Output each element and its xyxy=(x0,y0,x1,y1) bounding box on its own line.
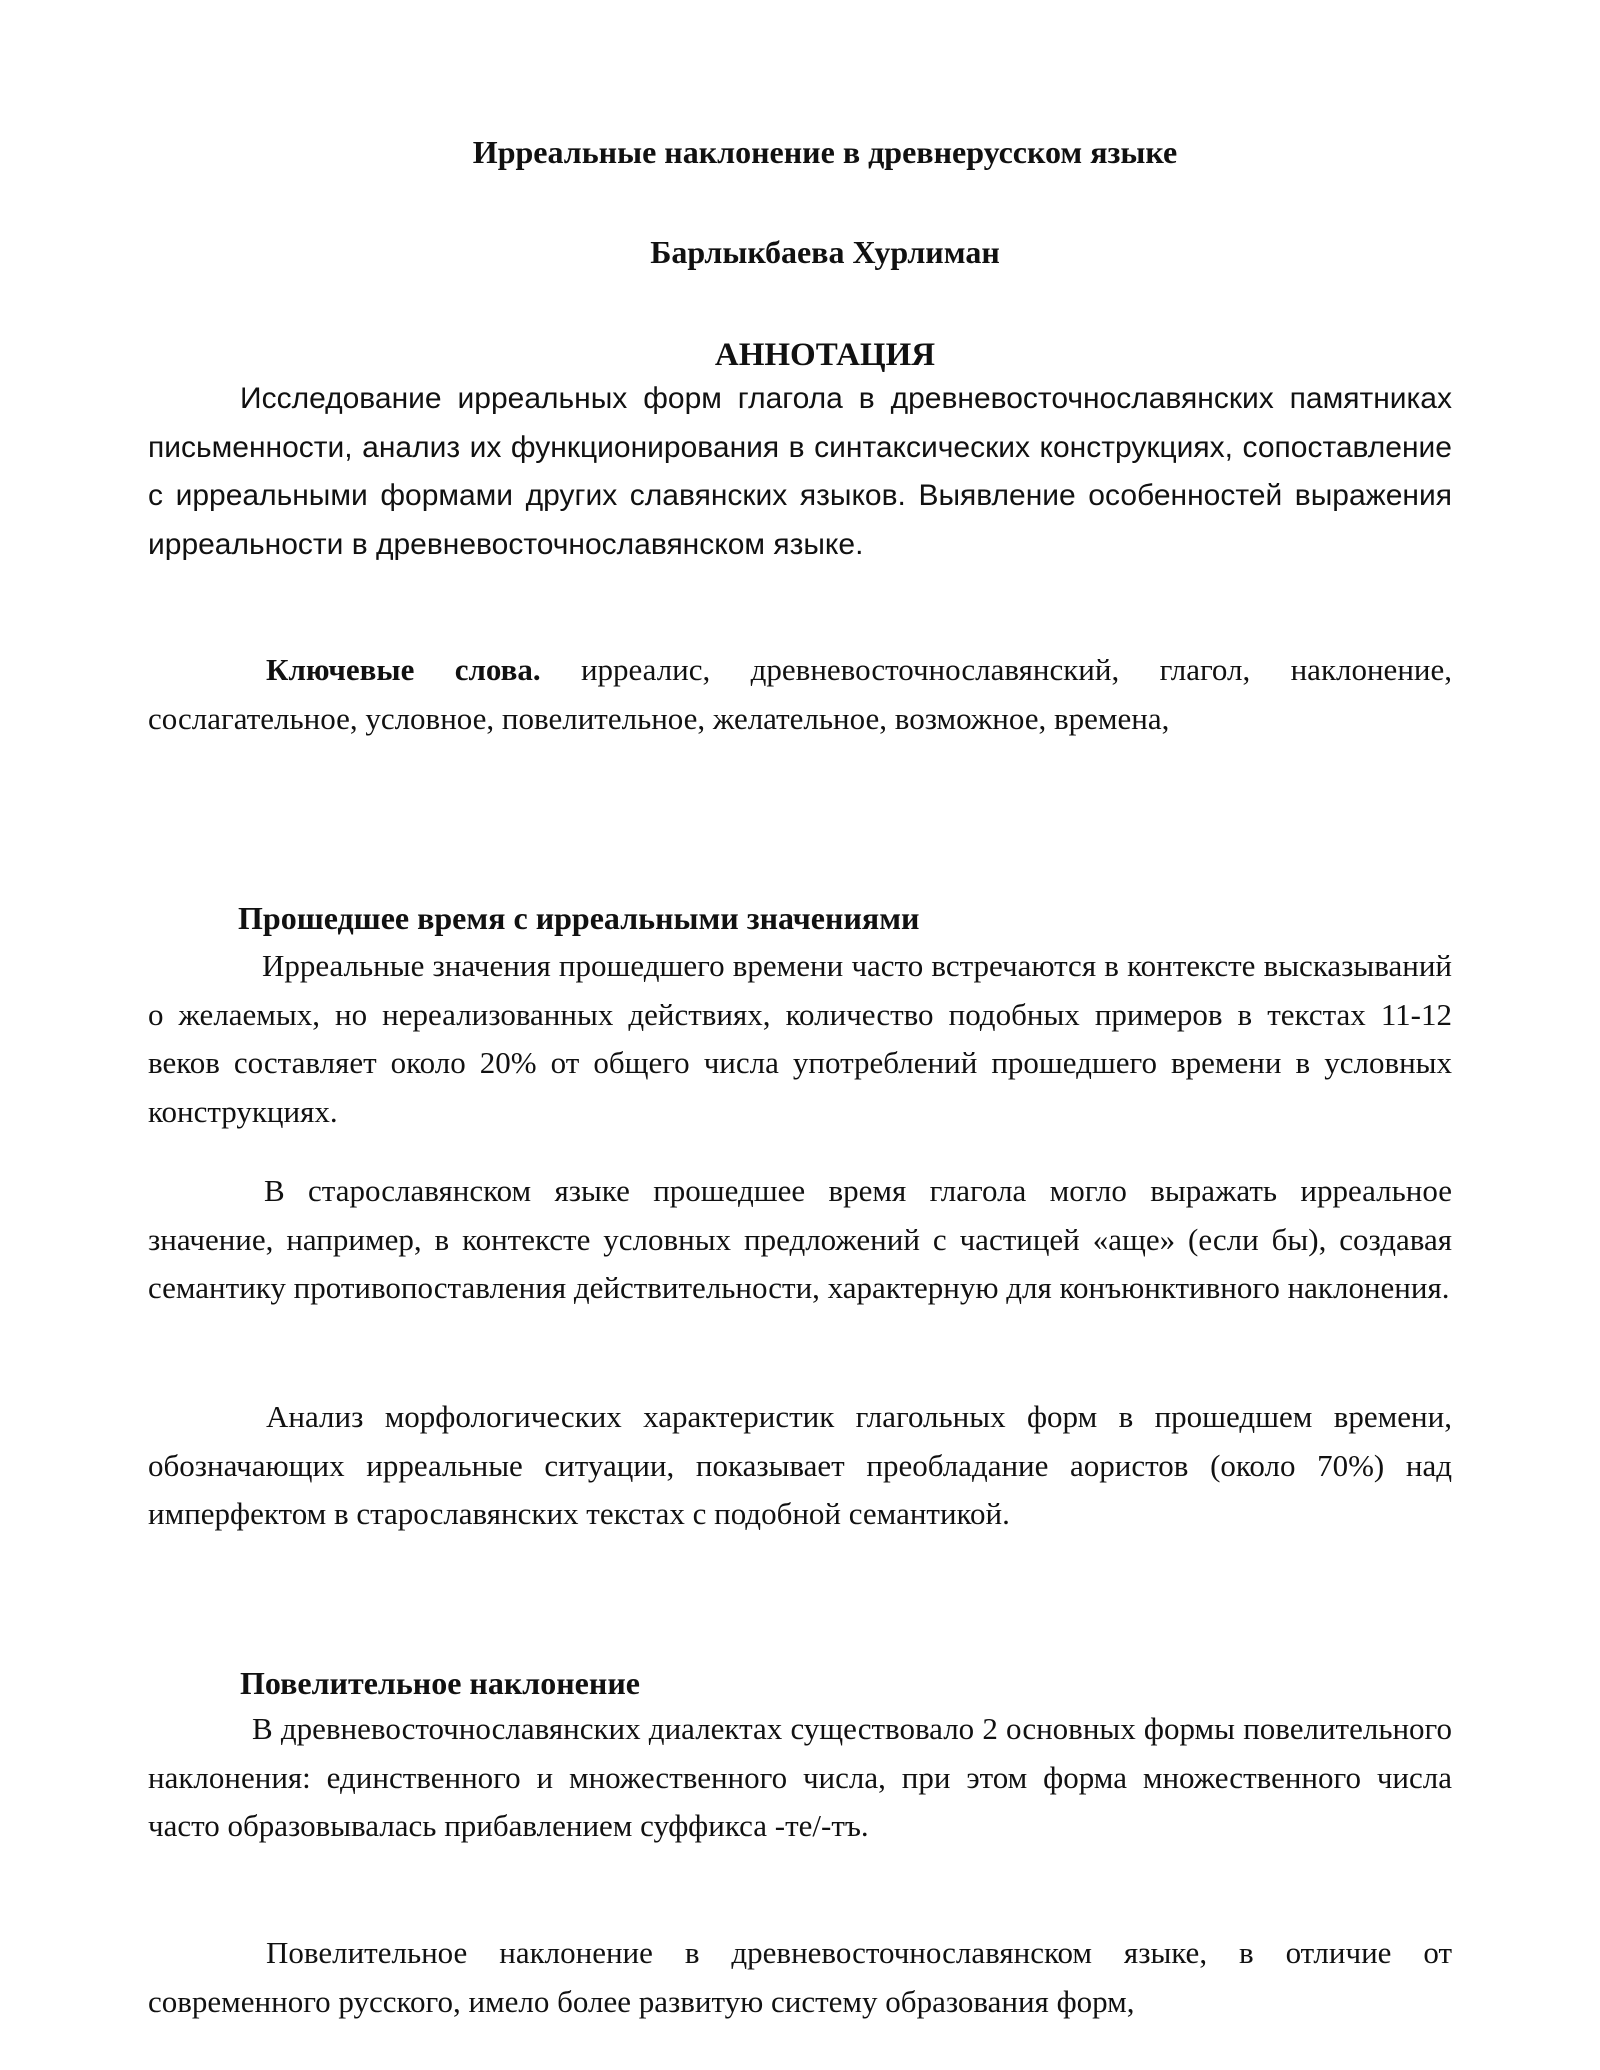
keywords-label: Ключевые слова. xyxy=(266,652,541,687)
imperative-paragraph-2: Повелительное наклонение в древневосточнославянском языке, в отличие от современного русского, имело более развитую систему образования форм, xyxy=(148,1935,1452,2019)
section-heading-imperative: Повелительное наклонение xyxy=(240,1665,640,1701)
annotation-heading: АННОТАЦИЯ xyxy=(714,337,936,373)
annotation-text: Исследование ирреальных форм глагола в древневосточнославянских памятниках письменности, анализ их функционирования в синтаксических конструкциях, сопоставление с ирреальными формами других славянских языков. Выявление особенностей выражения ирреальности в древневосточнославянском языке. xyxy=(148,382,1452,561)
past-tense-paragraph-2: В старославянском языке прошедшее время глагола могло выражать ирреальное значение, например, в контексте условных предложений с частицей «аще» (если бы), создавая семантику противопоставления действительности, характерную для конъюнктивного наклонения. xyxy=(148,1173,1452,1305)
past-tense-paragraph-1: Ирреальные значения прошедшего времени часто встречаются в контексте высказываний о желаемых, но нереализованных действиях, количество подобных примеров в текстах 11-12 веков составляет около 20% от общего числа употреблений прошедшего времени в условных конструкциях. xyxy=(148,948,1452,1129)
document-title: Ирреальные наклонение в древнерусском языке xyxy=(472,134,1178,170)
author-name: Барлыкбаева Хурлиман xyxy=(650,234,1000,270)
keywords-paragraph xyxy=(148,646,1452,743)
imperative-paragraph-1: В древневосточнославянских диалектах существовало 2 основных формы повелительного наклонения: единственного и множественного числа, при этом форма множественного числа часто образовывалась прибавлением суффикса -те/-тъ. xyxy=(148,1711,1452,1843)
keywords-text: ирреалис, древневосточнославянский, глагол, наклонение, сослагательное, условное, повелительное, желательное, возможное, времена, xyxy=(148,652,1453,736)
section-heading-past-tense: Прошедшее время с ирреальными значениями xyxy=(238,900,920,936)
past-tense-paragraph-3: Анализ морфологических характеристик глагольных форм в прошедшем времени, обозначающих ирреальные ситуации, показывает преобладание аористов (около 70%) над имперфектом в старославянских текстах с подобной семантикой. xyxy=(148,1399,1452,1531)
